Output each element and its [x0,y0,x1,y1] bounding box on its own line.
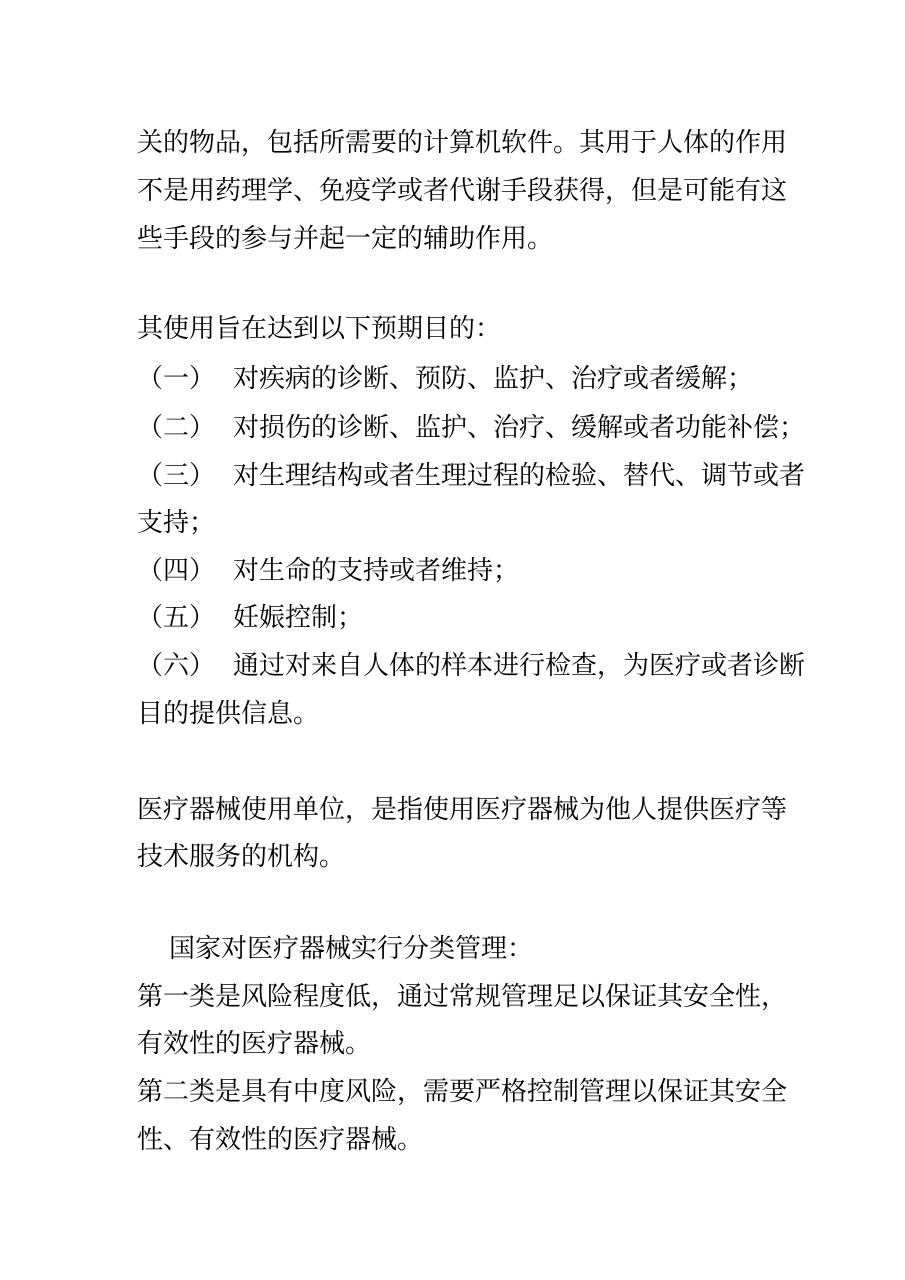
intro-line-2: 不是用药理学、免疫学或者代谢手段获得，但是可能有这 [137,176,788,206]
purpose-item-6 [137,649,805,683]
purpose-item-label: （三） [137,461,216,491]
user-definition-line-2: 技术服务的机构。 [137,842,346,872]
purpose-item-1 [137,362,753,396]
user-definition-line-1: 医疗器械使用单位，是指使用医疗器械为他人提供医疗等 [137,795,788,825]
classification-heading: 国家对医疗器械实行分类管理： [169,934,534,964]
purpose-item-text: 通过对来自人体的样本进行检查，为医疗或者诊断 [233,651,806,681]
purpose-item-2 [137,411,805,445]
purpose-item-label: （四） [137,556,216,586]
purpose-item-3 [137,459,805,493]
purpose-item-label: （五） [137,603,216,633]
intro-line-3: 些手段的参与并起一定的辅助作用。 [137,224,554,254]
purpose-heading: 其使用旨在达到以下预期目的： [137,314,502,344]
purpose-item-label: （二） [137,413,216,443]
purpose-item-5 [137,601,363,635]
purpose-item-4 [137,554,519,588]
purpose-item-text: 对生理结构或者生理过程的检验、替代、调节或者 [233,461,806,491]
purpose-item-text: 对损伤的诊断、监护、治疗、缓解或者功能补偿； [233,413,806,443]
purpose-item-label: （一） [137,364,216,394]
class-one-line-2: 有效性的医疗器械。 [137,1029,372,1059]
purpose-item-3-continuation: 支持； [137,508,216,538]
class-two-line-1: 第二类是具有中度风险，需要严格控制管理以保证其安全 [137,1077,788,1107]
class-one-line-1: 第一类是风险程度低，通过常规管理足以保证其安全性， [137,982,788,1012]
purpose-item-text: 对生命的支持或者维持； [233,556,520,586]
purpose-item-text: 妊娠控制； [233,603,364,633]
purpose-item-label: （六） [137,651,216,681]
intro-line-1: 关的物品，包括所需要的计算机软件。其用于人体的作用 [137,128,788,158]
purpose-item-text: 对疾病的诊断、预防、监护、治疗或者缓解； [233,364,754,394]
purpose-item-6-continuation: 目的提供信息。 [137,699,320,729]
class-two-line-2: 性、有效性的医疗器械。 [137,1125,424,1155]
